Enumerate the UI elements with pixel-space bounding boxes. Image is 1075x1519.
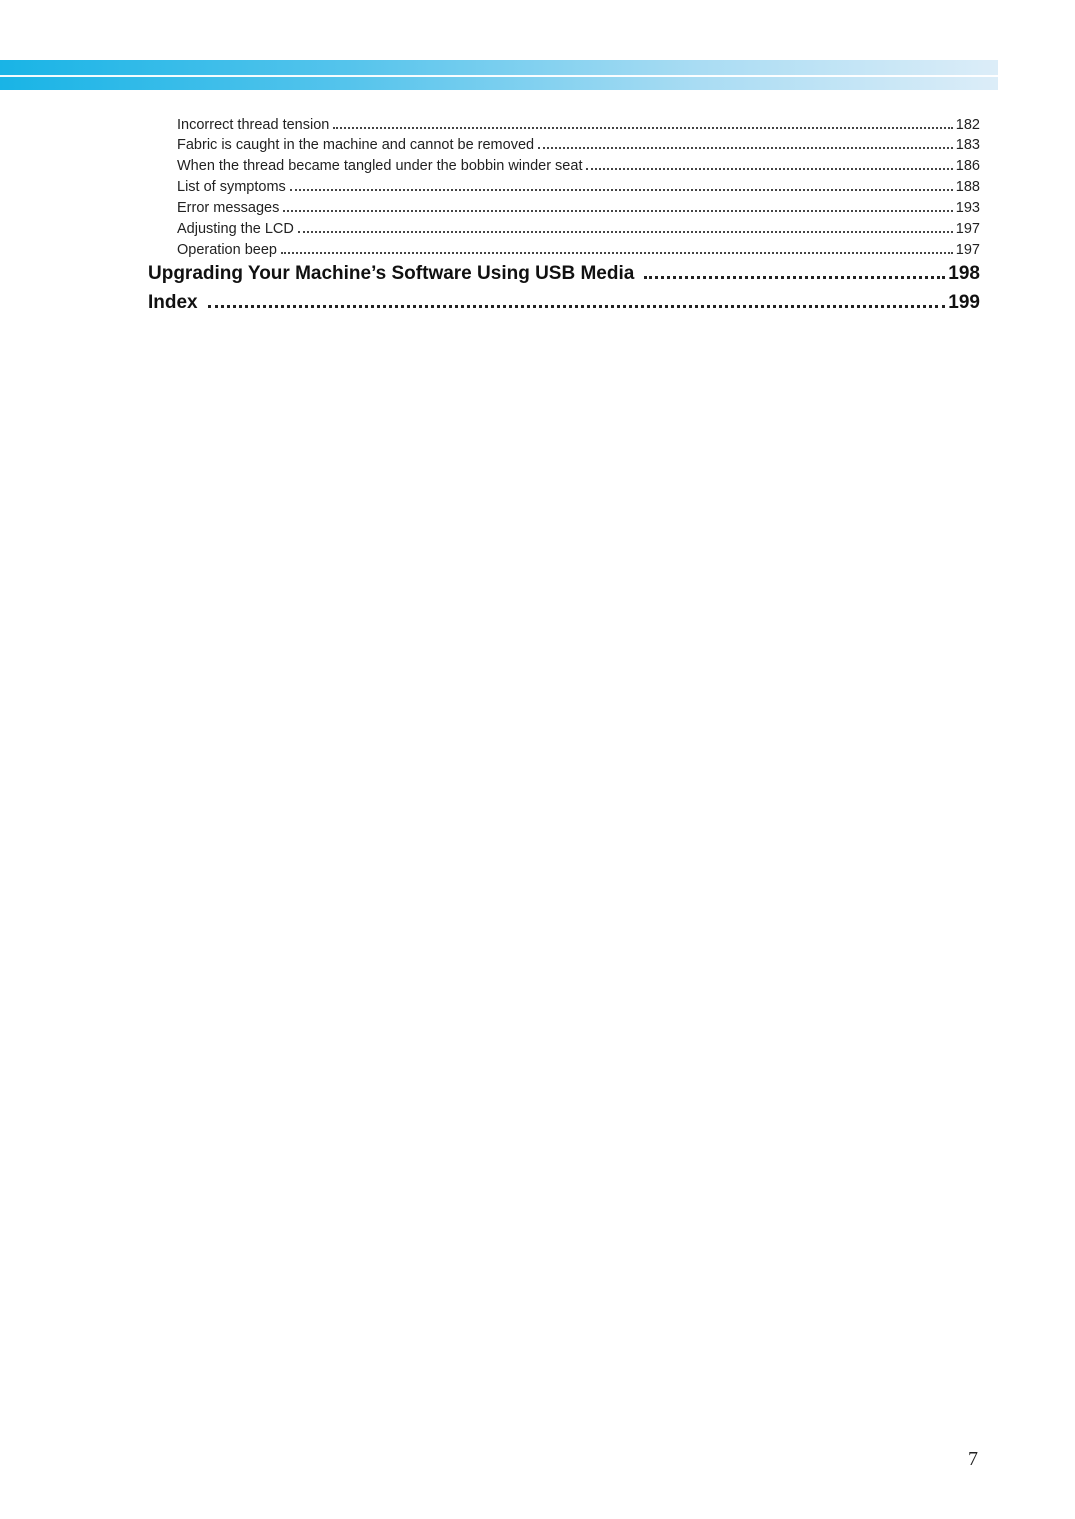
toc-entry[interactable] — [177, 177, 980, 197]
toc-section[interactable] — [148, 289, 980, 317]
toc-entry-label: Error messages — [177, 200, 280, 216]
toc-entry-page: 193 — [955, 200, 980, 216]
dot-leader — [281, 252, 953, 254]
dot-leader — [538, 147, 953, 149]
toc-section-page: 199 — [948, 292, 980, 313]
toc-entry[interactable] — [177, 135, 980, 155]
toc-entry-page: 188 — [955, 179, 980, 195]
dot-leader — [208, 305, 946, 308]
toc-section-label: Upgrading Your Machine’s Software Using USB Media — [148, 263, 635, 284]
toc-entry-page: 183 — [955, 137, 980, 153]
toc-entry-page: 197 — [955, 242, 980, 258]
toc-entry-page: 182 — [955, 117, 980, 133]
dot-leader — [290, 189, 953, 191]
header-divider-line — [0, 75, 998, 77]
toc-entry-label: Incorrect thread tension — [177, 117, 330, 133]
dot-leader — [586, 168, 952, 170]
toc-entry[interactable] — [177, 219, 980, 239]
toc-entry[interactable] — [177, 156, 980, 176]
toc-entry-label: Operation beep — [177, 242, 277, 258]
toc-entry-label: Adjusting the LCD — [177, 221, 294, 237]
toc-entry-page: 197 — [955, 221, 980, 237]
dot-leader — [298, 231, 953, 233]
toc-entry-label: Fabric is caught in the machine and cannot be removed — [177, 137, 535, 153]
toc-section[interactable] — [148, 260, 980, 288]
toc-entry[interactable] — [177, 115, 980, 135]
toc-entry[interactable] — [177, 198, 980, 218]
toc-entry-page: 186 — [955, 158, 980, 174]
toc-entry-label: When the thread became tangled under the bobbin winder seat — [177, 158, 583, 174]
dot-leader — [283, 210, 952, 212]
dot-leader — [644, 276, 945, 279]
toc-entry[interactable] — [177, 240, 980, 260]
toc-section-page: 198 — [948, 263, 980, 284]
dot-leader — [333, 127, 952, 129]
toc-entry-label: List of symptoms — [177, 179, 286, 195]
toc-section-label: Index — [148, 292, 198, 313]
page-number: 7 — [968, 1448, 978, 1470]
